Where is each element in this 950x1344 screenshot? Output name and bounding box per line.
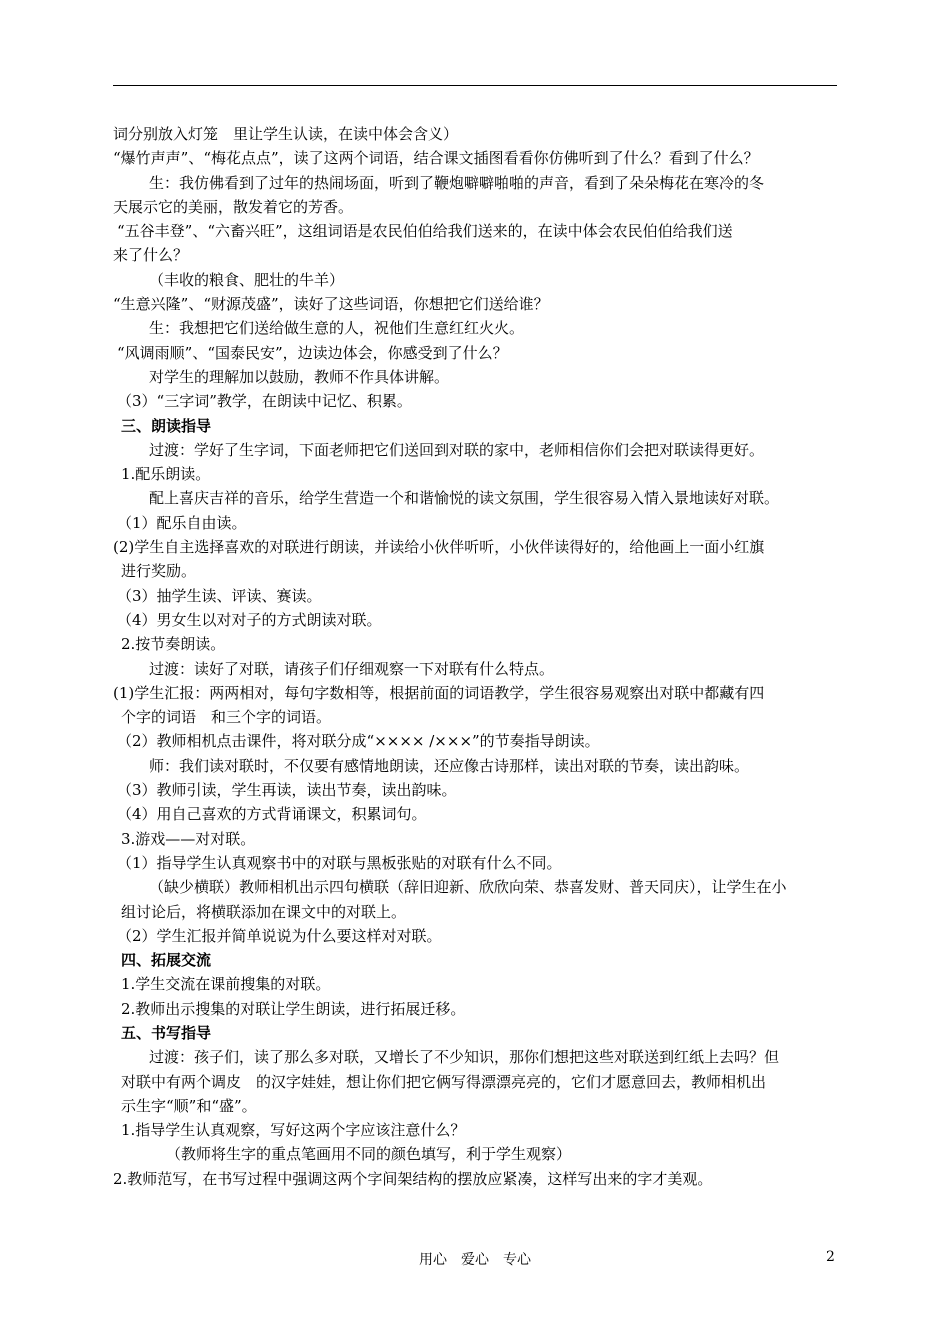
- section-heading: 四、拓展交流: [121, 951, 212, 970]
- text-line: “生意兴隆”、“财源茂盛”，读好了这些词语，你想把它们送给谁？: [113, 295, 549, 314]
- text-line: 1.配乐朗读。: [121, 465, 211, 484]
- text-line: 2.教师出示搜集的对联让学生朗读，进行拓展迁移。: [121, 999, 466, 1018]
- text-line: “爆竹声声”、“梅花点点”，读了这两个词语，结合课文插图看看你仿佛听到了什么？看到了什么？: [113, 149, 759, 168]
- text-line: 1.指导学生认真观察，写好这两个字应该注意什么？: [121, 1121, 466, 1140]
- text-line: （2）教师相机点击课件，将对联分成“×××× /×××”的节奏指导朗读。: [117, 732, 600, 751]
- text-line: 2.按节奏朗读。: [121, 635, 226, 654]
- text-line: 过渡：读好了对联，请孩子们仔细观察一下对联有什么特点。: [149, 659, 555, 678]
- text-line: （丰收的粮食、肥壮的牛羊）: [149, 270, 345, 289]
- text-line: 对学生的理解加以鼓励，教师不作具体讲解。: [149, 367, 450, 386]
- text-line: （教师将生字的重点笔画用不同的颜色填写，利于学生观察）: [166, 1145, 572, 1164]
- footer-motto: 用心 爱心 专心: [419, 1252, 531, 1268]
- text-line: 天展示它的美丽，散发着它的芳香。: [113, 197, 354, 216]
- text-line: (2)学生自主选择喜欢的对联进行朗读，并读给小伙伴听听，小伙伴读得好的，给他画上一面小红旗: [113, 538, 765, 557]
- text-line: （1）指导学生认真观察书中的对联与黑板张贴的对联有什么不同。: [117, 853, 562, 872]
- text-line: （4）用自己喜欢的方式背诵课文，积累词句。: [117, 805, 427, 824]
- text-line: （3）抽学生读、评读、赛读。: [117, 586, 322, 605]
- page-number: 2: [826, 1249, 835, 1265]
- text-line: 过渡：学好了生字词，下面老师把它们送回到对联的家中，老师相信你们会把对联读得更好。: [149, 440, 765, 459]
- text-line: （4）男女生以对对子的方式朗读对联。: [117, 610, 382, 629]
- section-heading: 三、朗读指导: [121, 416, 212, 435]
- text-line: 2.教师范写，在书写过程中强调这两个字间架结构的摆放应紧凑，这样写出来的字才美观。: [113, 1169, 713, 1188]
- text-line: 师：我们读对联时，不仅要有感情地朗读，还应像古诗那样，读出对联的节奏，读出韵味。: [149, 756, 750, 775]
- text-line: （3）“三字词”教学，在朗读中记忆、积累。: [117, 392, 412, 411]
- header-rule: [113, 85, 837, 86]
- text-line: 3.游戏——对对联。: [121, 829, 256, 848]
- text-line: 词分别放入灯笼 里让学生认读，在读中体会含义）: [113, 125, 459, 143]
- text-line: 个字的词语 和三个字的词语。: [121, 708, 332, 727]
- text-line: 对联中有两个调皮 的汉字娃娃，想让你们把它俩写得漂漂亮亮的，它们才愿意回去，教师相机出: [121, 1072, 767, 1091]
- text-line: 来了什么？: [113, 246, 189, 265]
- section-heading: 五、书写指导: [121, 1023, 212, 1042]
- text-line: 配上喜庆吉祥的音乐，给学生营造一个和谐愉悦的读文氛围，学生很容易入情入景地读好对联。: [149, 489, 780, 508]
- text-line: “五谷丰登”、“六畜兴旺”，这组词语是农民伯伯给我们送来的，在读中体会农民伯伯给我们送: [117, 222, 733, 241]
- text-line: （1）配乐自由读。: [117, 513, 247, 532]
- text-line: （缺少横联）教师相机出示四句横联（辞旧迎新、欣欣向荣、恭喜发财、普天同庆），让学生在小: [149, 878, 787, 897]
- text-line: 示生字“顺”和“盛”。: [121, 1096, 257, 1115]
- text-line: 生：我想把它们送给做生意的人，祝他们生意红红火火。: [149, 319, 525, 338]
- text-line: （2）学生汇报并简单说说为什么要这样对对联。: [117, 926, 442, 945]
- text-line: 1.学生交流在课前搜集的对联。: [121, 975, 331, 994]
- text-line: 生：我仿佛看到了过年的热闹场面，听到了鞭炮噼噼啪啪的声音，看到了朵朵梅花在寒冷的冬: [149, 173, 765, 192]
- text-line: (1)学生汇报：两两相对，每句字数相等，根据前面的词语教学，学生很容易观察出对联中都藏有四: [113, 683, 765, 702]
- text-line: 过渡：孩子们，读了那么多对联，又增长了不少知识，那你们想把这些对联送到红纸上去吗？但: [149, 1048, 780, 1067]
- text-line: 进行奖励。: [121, 562, 197, 581]
- text-line: “风调雨顺”、“国泰民安”，边读边体会，你感受到了什么？: [117, 343, 508, 362]
- text-line: （3）教师引读，学生再读，读出节奏，读出韵味。: [117, 781, 457, 800]
- text-line: 组讨论后，将横联添加在课文中的对联上。: [121, 902, 407, 921]
- document-body: [113, 122, 853, 1191]
